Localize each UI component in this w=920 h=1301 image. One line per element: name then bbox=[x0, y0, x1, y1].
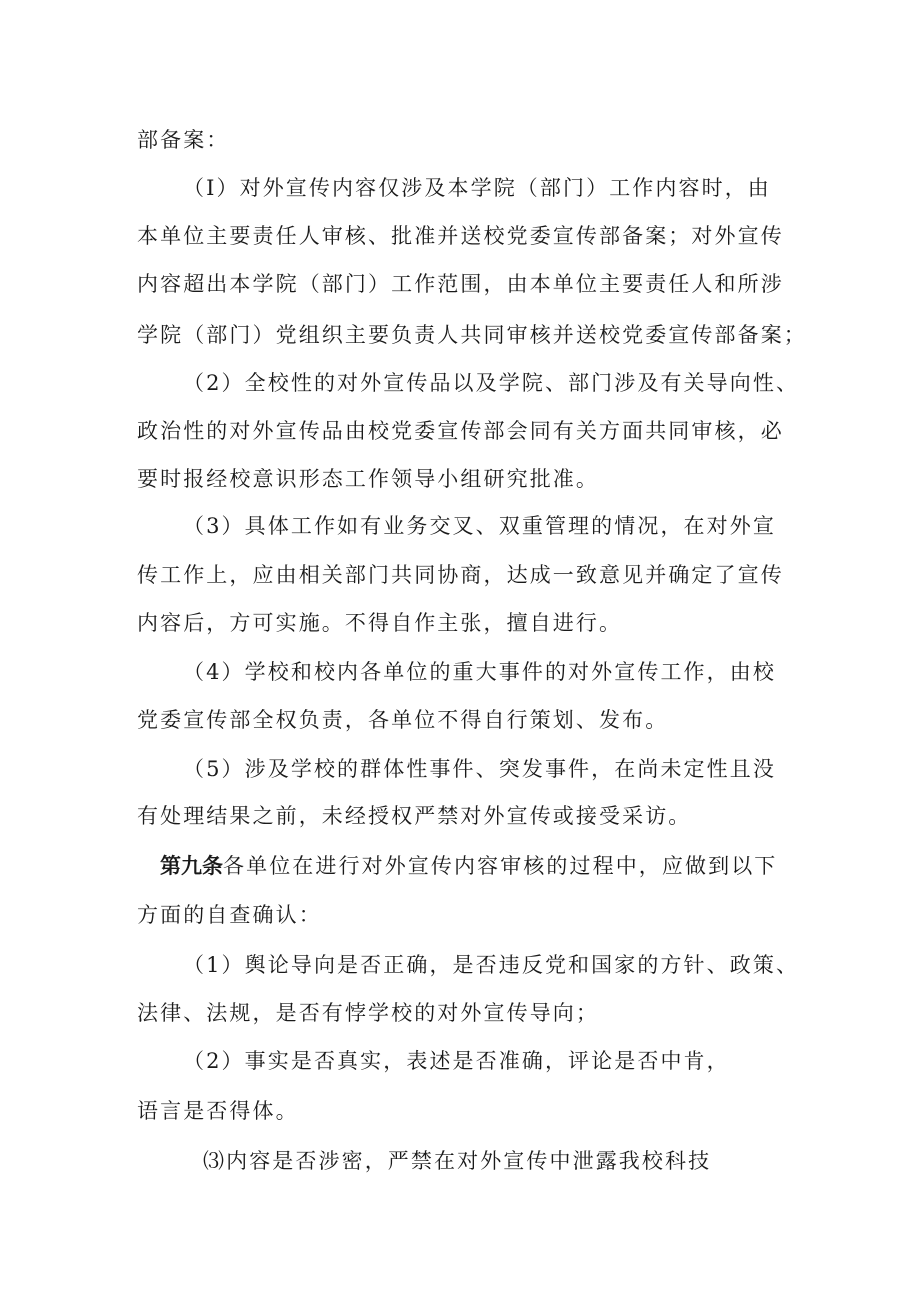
text-line: 本单位主要责任人审核、批准并送校党委宣传部备案；对外宣传 bbox=[137, 224, 784, 248]
text-line: 学院（部门）党组织主要负责人共同审核并送校党委宣传部备案； bbox=[137, 323, 807, 347]
text-line: （5）涉及学校的群体性事件、突发事件，在尚未定性且没 bbox=[183, 757, 776, 781]
text-line: 内容超出本学院（部门）工作范围，由本单位主要责任人和所涉 bbox=[137, 272, 784, 296]
text-line: （3）具体工作如有业务交叉、双重管理的情况，在对外宣 bbox=[183, 514, 776, 538]
article-label: 第九条 bbox=[160, 854, 223, 878]
text-line: 方面的自查确认： bbox=[137, 903, 322, 927]
text-line: 政治性的对外宣传品由校党委宣传部会同有关方面共同审核，必 bbox=[137, 419, 784, 443]
text-line: （2）事实是否真实，表述是否准确，评论是否中肯， bbox=[183, 1049, 730, 1073]
text-line: 传工作上，应由相关部门共同协商，达成一致意见并确定了宣传 bbox=[137, 563, 784, 587]
article-nine-line bbox=[160, 851, 777, 881]
text-line: 语言是否得体。 bbox=[137, 1099, 299, 1123]
text-line: （1）舆论导向是否正确，是否违反党和国家的方针、政策、 bbox=[183, 953, 800, 977]
text-line: （2）全校性的对外宣传品以及学院、部门涉及有关导向性、 bbox=[183, 371, 800, 395]
text-line: （4）学校和校内各单位的重大事件的对外宣传工作，由校 bbox=[183, 660, 776, 684]
text-line: 部备案： bbox=[137, 128, 230, 152]
text-line: 要时报经校意识形态工作领导小组研究批准。 bbox=[137, 467, 599, 491]
text-line: （I）对外宣传内容仅涉及本学院（部门）工作内容时，由 bbox=[183, 176, 771, 200]
text-line: 法律、法规，是否有悖学校的对外宣传导向； bbox=[137, 1001, 599, 1025]
text-line: 有处理结果之前，未经授权严禁对外宣传或接受采访。 bbox=[137, 804, 692, 828]
text-line: 内容后，方可实施。不得自作主张，擅自进行。 bbox=[137, 611, 623, 635]
text-line: 党委宣传部全权负责，各单位不得自行策划、发布。 bbox=[137, 708, 669, 732]
text-line: ⑶内容是否涉密，严禁在对外宣传中泄露我校科技 bbox=[203, 1149, 712, 1173]
article-text: 各单位在进行对外宣传内容审核的过程中，应做到以下 bbox=[223, 854, 778, 878]
